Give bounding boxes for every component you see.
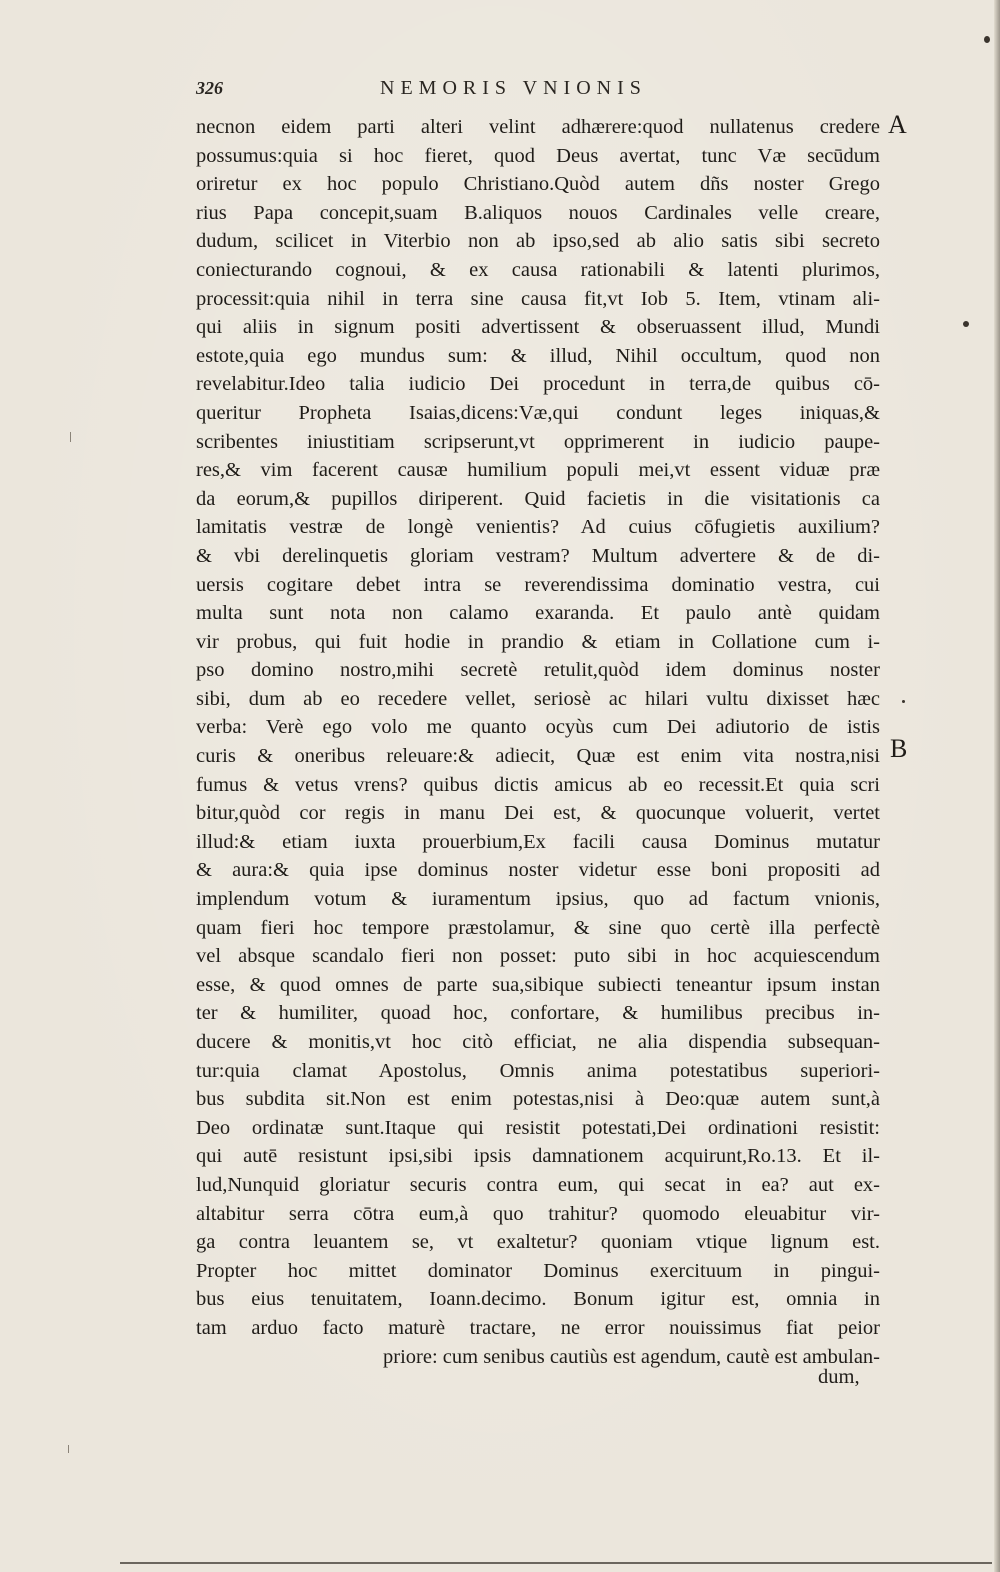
ink-speck (902, 700, 905, 703)
text-line: tam arduo facto maturè tractare, ne error nouissimus fiat peior (196, 1316, 880, 1339)
text-line: ga contra leuantem se, vt exaltetur? quoniam vtique lignum est. (196, 1231, 880, 1254)
margin-section-letter-b: B (890, 734, 908, 763)
text-line: ducere & monitis,vt hoc citò efficiat, ne alia dispendia subsequan- (196, 1031, 880, 1053)
text-line: multa sunt nota non calamo exaranda. Et paulo antè quidam (196, 602, 880, 625)
text-line: coniecturando cognoui, & ex causa rationabili & latenti plurimos, (196, 258, 880, 281)
text-line: qui autē resistunt ipsi,sibi ipsis damnationem acquirunt,Ro.13. Et il- (196, 1145, 880, 1168)
margin-section-letter-a: A (888, 110, 907, 139)
margin-mark (70, 432, 71, 442)
running-title: NEMORIS VNIONIS (380, 77, 647, 99)
text-line: processit:quia nihil in terra sine causa fit,vt Iob 5. Item, vtinam ali- (196, 287, 880, 310)
text-line: scribentes iniustitiam scripserunt,vt opprimerent in iudicio paupe- (196, 430, 880, 453)
text-line: pso domino nostro,mihi secretè retulit,quòd idem dominus noster (196, 659, 880, 682)
ink-speck (963, 321, 969, 327)
text-line: da eorum,& pupillos diriperent. Quid facietis in die visitationis ca (196, 487, 880, 510)
catchword: dum, (818, 1366, 860, 1388)
margin-mark (68, 1445, 69, 1453)
text-line: bus subdita sit.Non est enim potestas,nisi à Deo:quæ autem sunt,à (196, 1088, 880, 1111)
text-line: ter & humiliter, quoad hoc, confortare, & humilibus precibus in- (196, 1002, 880, 1025)
page-number: 326 (196, 78, 223, 98)
text-line: oriretur ex hoc populo Christiano.Quòd autem dñs noster Grego (196, 173, 880, 196)
text-line: Propter hoc mittet dominator Dominus exercituum in pingui- (196, 1259, 880, 1282)
text-line: fumus & vetus vrens? quibus dictis amicus ab eo recessit.Et quia scri (196, 773, 880, 796)
text-line: Deo ordinatæ sunt.Itaque qui resistit potestati,Dei ordinationi resistit: (196, 1116, 880, 1139)
text-line: esse, & quod omnes de parte sua,sibique subiecti teneantur ipsum instan (196, 973, 880, 996)
text-line: sibi, dum ab eo recedere vellet, seriosè ac hilari vultu dixisset hæc (196, 687, 880, 710)
text-line: dudum, scilicet in Viterbio non ab ipso,sed ab alio satis sibi secreto (196, 230, 880, 253)
text-line: bitur,quòd cor regis in manu Dei est, & quocunque voluerit, vertet (196, 802, 880, 825)
text-line: revelabitur.Ideo talia iudicio Dei procedunt in terra,de quibus cō- (196, 373, 880, 396)
text-line: altabitur serra cōtra eum,à quo trahitur? quomodo eleuabitur vir- (196, 1202, 880, 1225)
text-line: quam fieri hoc tempore præstolamur, & sine quo certè illa perfectè (196, 916, 880, 939)
text-line: estote,quia ego mundus sum: & illud, Nihil occultum, quod non (196, 344, 880, 367)
text-line: tur:quia clamat Apostolus, Omnis anima potestatibus superiori- (196, 1059, 880, 1082)
text-line: possumus:quia si hoc fieret, quod Deus avertat, tunc Væ secūdum (196, 144, 880, 167)
text-line: bus eius tenuitatem, Ioann.decimo. Bonum igitur est, omnia in (196, 1288, 880, 1311)
text-line: uersis cogitare debet intra se reverendissima dominatio vestra, cui (196, 573, 880, 596)
text-line: necnon eidem parti alteri velint adhærere:quod nullatenus credere (196, 116, 880, 138)
bottom-rule (120, 1562, 992, 1564)
page-edge-shadow (994, 0, 1000, 1572)
text-line: curis & oneribus releuare:& adiecit, Quæ est enim vita nostra,nisi (196, 745, 880, 768)
body-text (196, 113, 880, 1371)
text-line: queritur Propheta Isaias,dicens:Væ,qui condunt leges iniquas,& (196, 401, 880, 424)
text-line: priore: cum senibus cautiùs est agendum, cautè est ambulan- (383, 1345, 880, 1368)
text-line: lud,Nunquid gloriatur securis contra eum, qui secat in ea? aut ex- (196, 1173, 880, 1196)
text-line: res,& vim facerent causæ humilium populi mei,vt essent viduæ præ (196, 459, 880, 482)
text-line: illud:& etiam iuxta prouerbium,Ex facili causa Dominus mutatur (196, 830, 880, 853)
text-line: vel absque scandalo fieri non posset: puto sibi in hoc acquiescendum (196, 945, 880, 968)
text-line: & aura:& quia ipse dominus noster videtur esse boni propositi ad (196, 859, 880, 882)
text-line: lamitatis vestræ de longè venientis? Ad cuius cōfugietis auxilium? (196, 516, 880, 539)
text-line: rius Papa concepit,suam B.aliquos nouos Cardinales velle creare, (196, 201, 880, 224)
text-line: & vbi derelinquetis gloriam vestram? Multum advertere & de di- (196, 544, 880, 567)
text-line: vir probus, qui fuit hodie in prandio & etiam in Collatione cum i- (196, 630, 880, 653)
text-line: verba: Verè ego volo me quanto ocyùs cum Dei adiutorio de istis (196, 716, 880, 739)
text-line: implendum votum & iuramentum ipsius, quo ad factum vnionis, (196, 888, 880, 911)
ink-speck (984, 36, 990, 43)
text-line: qui aliis in signum positi advertissent & obseruassent illud, Mundi (196, 316, 880, 339)
